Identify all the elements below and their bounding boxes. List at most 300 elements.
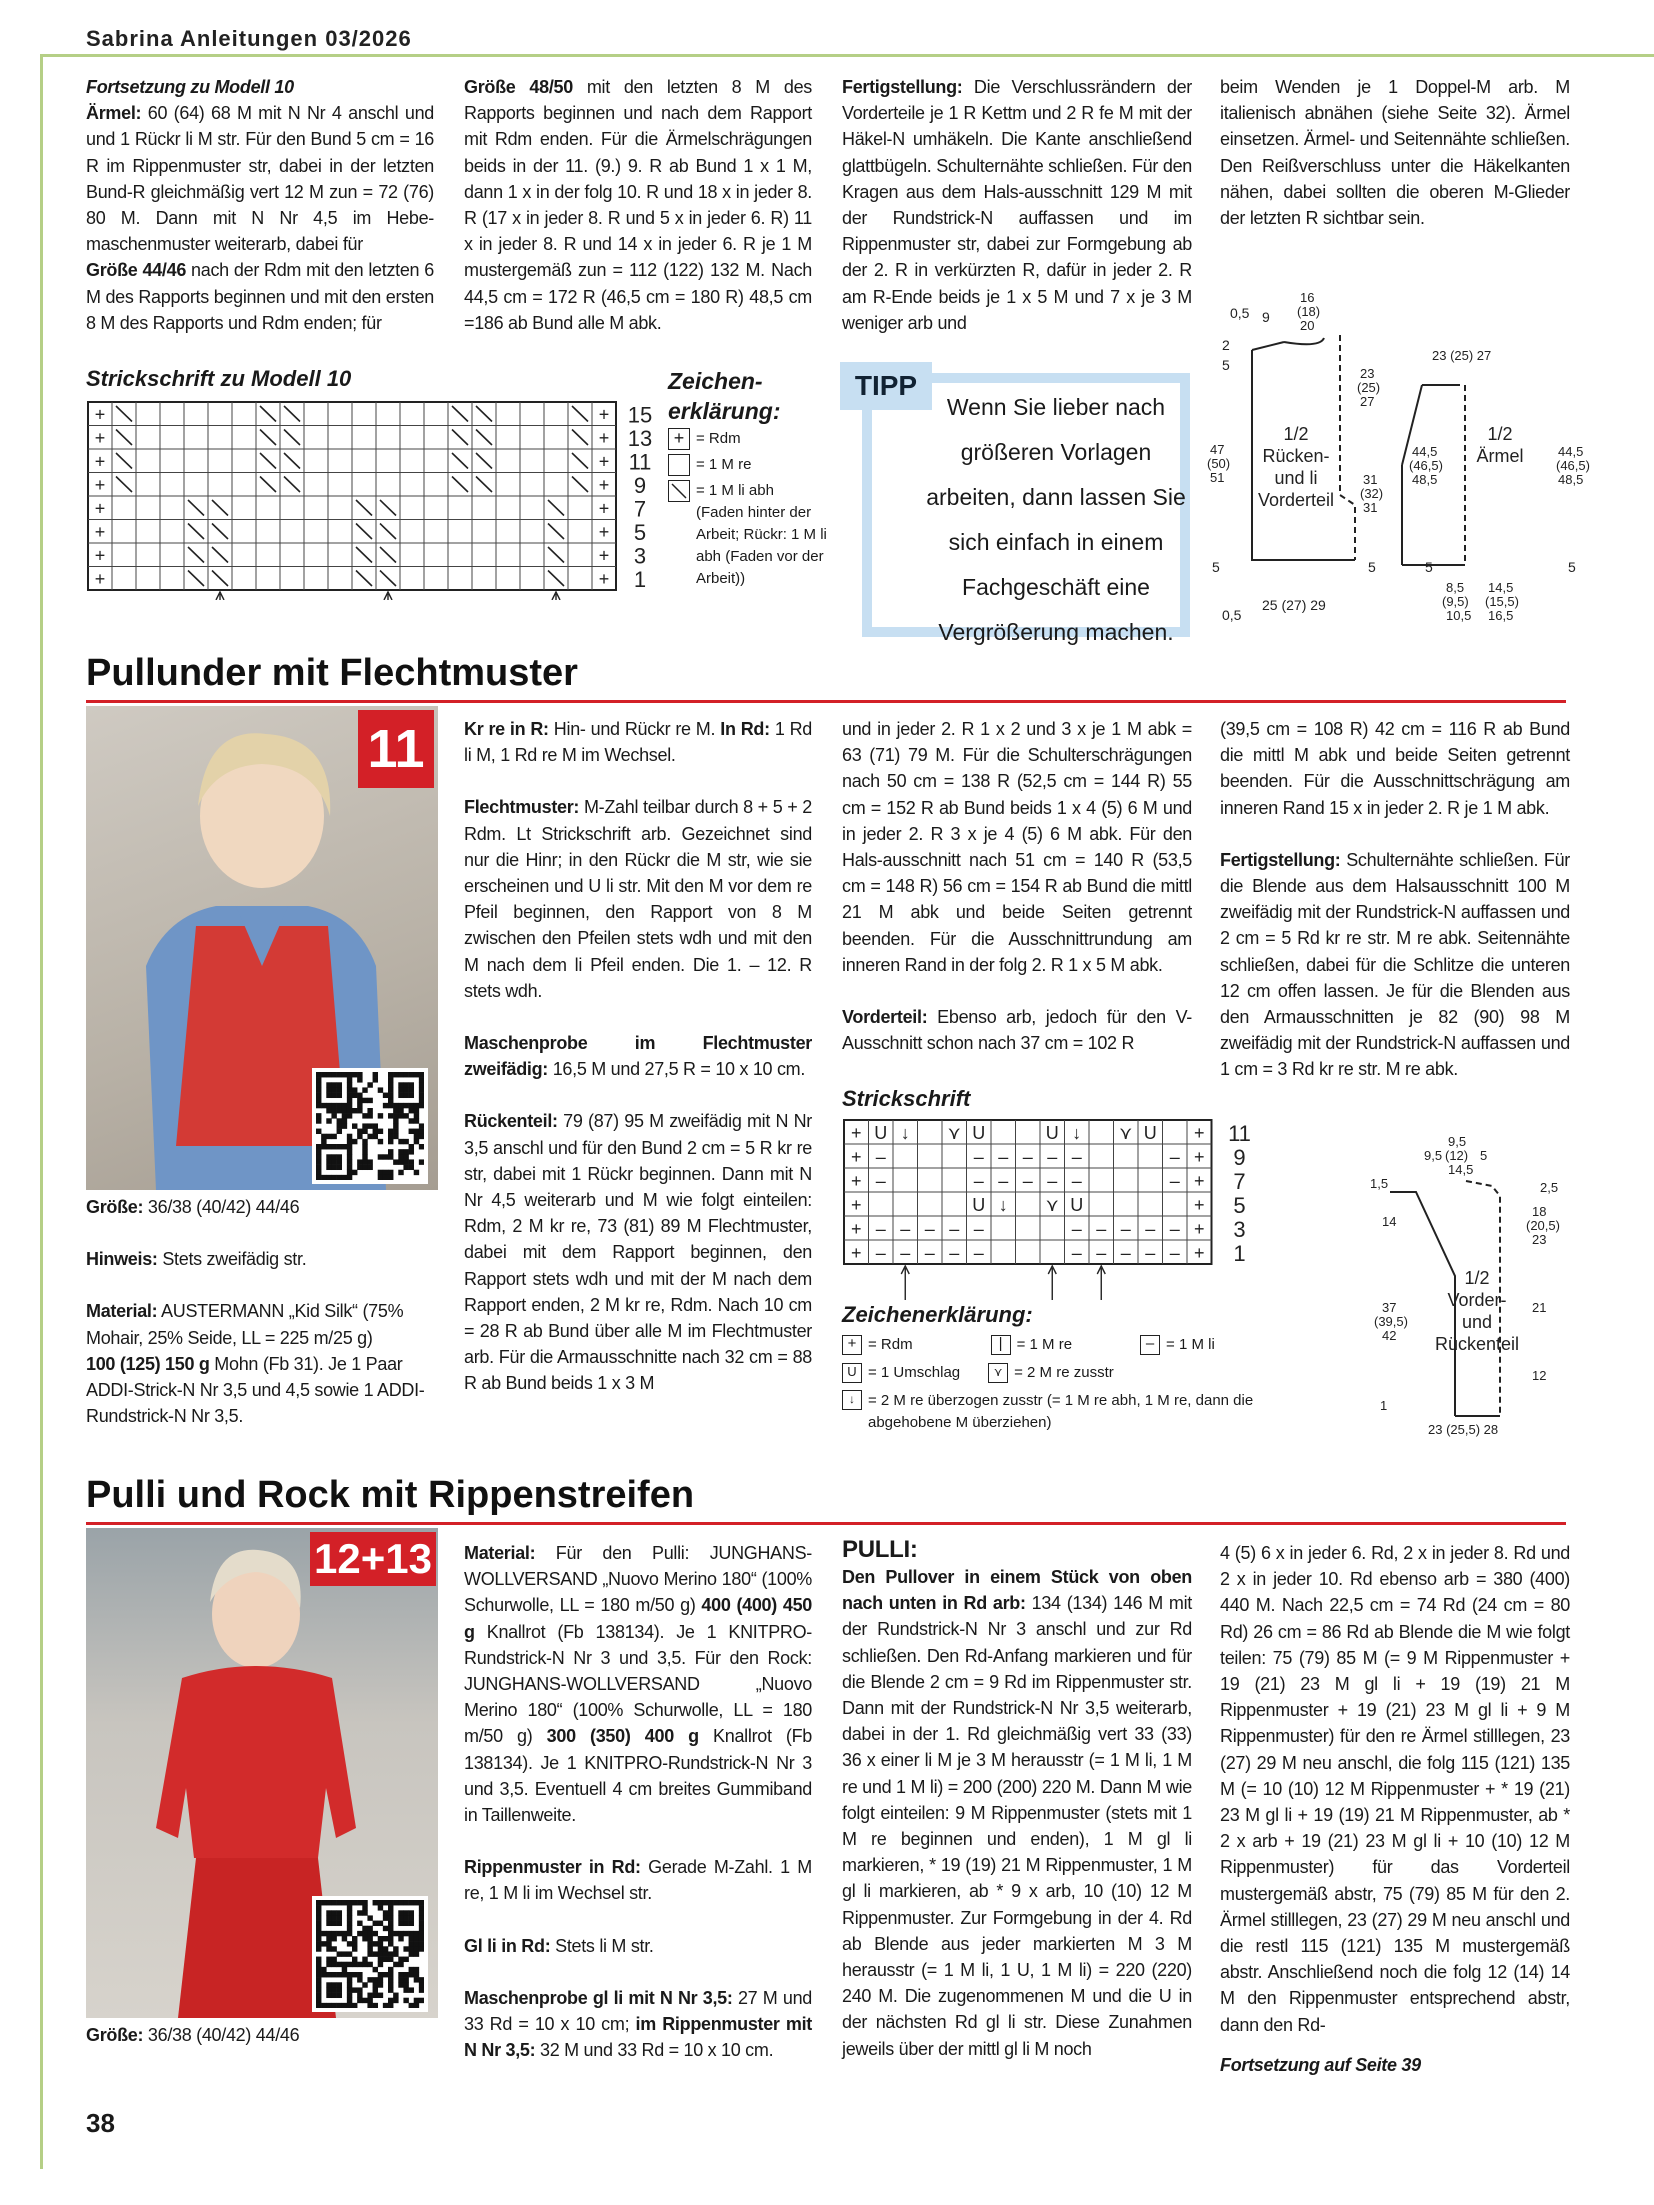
qr-module: [347, 1098, 352, 1103]
svg-text:9,5: 9,5: [1424, 1148, 1443, 1163]
qr-module: [378, 1900, 383, 1905]
qr-module: [388, 1905, 393, 1910]
qr-module: [414, 1170, 419, 1175]
qr-module: [316, 1941, 321, 1946]
svg-text:23: 23: [1532, 1232, 1547, 1247]
qr-module: [393, 1931, 398, 1936]
stitch-cell: –: [875, 1147, 886, 1167]
qr-module: [414, 1139, 419, 1144]
stitch-cell: –: [1120, 1219, 1131, 1239]
qr-module: [362, 1936, 367, 1941]
qr-module: [326, 1993, 331, 1998]
qr-module: [316, 1149, 321, 1154]
qr-module: [378, 1905, 383, 1910]
qr-module: [409, 1149, 414, 1154]
qr-module: [316, 1921, 321, 1926]
dim-label: 8,5: [1446, 580, 1465, 595]
qr-module: [342, 1123, 347, 1128]
stitch-cell: –: [973, 1171, 984, 1191]
qr-module: [383, 1951, 388, 1956]
qr-module: [316, 1915, 321, 1920]
qr-module: [383, 1170, 388, 1175]
continued-link[interactable]: Fortsetzung auf Seite 39: [1220, 2054, 1421, 2075]
qr-module: [393, 1118, 398, 1123]
row-number: 15: [627, 402, 653, 428]
paragraph: Vorderteil: Ebenso arb, jedoch für den V-Ausschnitt schon nach 37 cm = 102 R: [842, 1007, 1192, 1054]
qr-module: [393, 1108, 398, 1113]
legend-title-11: Zeichenerklärung:: [842, 1302, 1033, 1327]
qr-module: [316, 1977, 321, 1982]
slash-cell: [284, 477, 300, 493]
stitch-cell: ↓: [900, 1123, 910, 1143]
qr-module: [378, 1113, 383, 1118]
qr-module: [398, 1957, 403, 1962]
qr-module: [378, 1129, 383, 1134]
qr-module: [362, 1123, 367, 1128]
stitch-cell: –: [924, 1243, 935, 1263]
stitch-cell: ⋎: [947, 1123, 961, 1143]
tip-text: Wenn Sie lieber nach größeren Vorlagen arbeiten, dann lassen Sie sich einfach in einem Fachgeschäft eine Vergrößerung machen.: [926, 394, 1186, 645]
qr-module: [347, 1900, 352, 1905]
stitch-cell: –: [875, 1171, 886, 1191]
qr-module: [362, 1165, 367, 1170]
slash-cell: [284, 406, 300, 422]
qr-module: [362, 1087, 367, 1092]
qr-module: [316, 1082, 321, 1087]
svg-text:(39,5): (39,5): [1374, 1314, 1408, 1329]
qr-module: [414, 1977, 419, 1982]
qr-module: [331, 1072, 336, 1077]
svg-text:42: 42: [1382, 1328, 1397, 1343]
qr-module: [357, 1977, 362, 1982]
paragraph: Rückenteil: 79 (87) 95 M zweifädig mit N Nr 3,5 anschl und für den Bund 2 cm = 5 R kr re str, dabei mit 1 Rückr beginnen. Dann mit N Nr 4,5 weiterarb und M wie folgt einteilen: Rdm, 2 M kr re, 73 (81) 89 M Flechtmuster, dabei mit dem Rapport beginnen, den Rapport stets wdh und mit der M nach dem Rapport enden, 2 M kr re, Rdm. Nach 10 cm = 28 R ab Bund über alle M im Flechtmuster arb. Für die Armausschnitte nach 32 cm = 88 R ab Bund beids 1 x 3 M: [464, 1111, 812, 1394]
qr-module: [316, 1087, 321, 1092]
dim-label: 5: [1568, 559, 1576, 575]
qr-module: [393, 1962, 398, 1967]
qr-module: [352, 1972, 357, 1977]
plus-cell: +: [598, 545, 610, 566]
qr-module: [357, 1931, 362, 1936]
stitch-cell: –: [949, 1219, 960, 1239]
svg-text:37: 37: [1382, 1300, 1397, 1315]
qr-module: [414, 1072, 419, 1077]
qr-module: [393, 1951, 398, 1956]
qr-module: [398, 1159, 403, 1164]
qr-module: [419, 1098, 424, 1103]
slash-cell: [476, 477, 492, 493]
qr-module: [331, 2003, 336, 2008]
qr-module: [337, 1118, 342, 1123]
qr-module: [409, 1951, 414, 1956]
qr-module: [347, 1977, 352, 1982]
qr-module: [378, 1139, 383, 1144]
slash-cell: [356, 524, 372, 540]
dim-label: 48,5: [1558, 472, 1584, 487]
qr-module: [414, 1129, 419, 1134]
qr-module: [362, 1159, 367, 1164]
qr-module: [367, 1977, 372, 1982]
qr-module: [388, 1154, 393, 1159]
qr-module: [419, 1905, 424, 1910]
qr-module: [388, 1103, 393, 1108]
qr-module: [326, 1962, 331, 1967]
qr-module: [347, 1165, 352, 1170]
qr-module: [326, 1159, 331, 1164]
qr-module: [316, 1936, 321, 1941]
qr-module: [403, 1165, 408, 1170]
qr-module: [373, 1931, 378, 1936]
qr-module: [398, 1103, 403, 1108]
decrease-left-icon: ↓: [842, 1390, 862, 1410]
qr-module: [342, 1900, 347, 1905]
paragraph: Flechtmuster: M-Zahl teilbar durch 8 + 5 + 2 Rdm. Lt Strickschrift arb. Gezeichnet sind nur die Hinr; in den Rückr die M str, wie sie erscheinen und U li str. Mit den M vor dem re Pfeil beginnen, den Rapport von 8 M zwischen den Pfeilen stets wdh und mit den M nach dem li Pfeil enden. Die 1. – 12. R stets wdh.: [464, 797, 812, 1001]
qr-module: [326, 1946, 331, 1951]
qr-module: [409, 1159, 414, 1164]
qr-module: [357, 1900, 362, 1905]
qr-module: [342, 2003, 347, 2008]
qr-module: [316, 1967, 321, 1972]
slash-cell: [212, 524, 228, 540]
qr-module: [331, 1154, 336, 1159]
qr-module: [414, 1118, 419, 1123]
qr-module: [342, 1967, 347, 1972]
qr-module: [357, 1159, 362, 1164]
legend-10: [668, 428, 828, 590]
qr-module: [347, 1134, 352, 1139]
qr-module: [326, 1118, 331, 1123]
slash-cell: [188, 524, 204, 540]
qr-module: [337, 1982, 342, 1987]
qr-module: [398, 1977, 403, 1982]
qr-module: [337, 1159, 342, 1164]
qr-module: [393, 1159, 398, 1164]
qr-module: [419, 1087, 424, 1092]
row-number: 5: [633, 520, 647, 545]
slash-cell: [284, 453, 300, 469]
qr-module: [352, 1087, 357, 1092]
qr-module: [367, 2003, 372, 2008]
qr-module: [388, 1987, 393, 1992]
stitch-cell: ⋎: [1119, 1123, 1133, 1143]
qr-module: [316, 1962, 321, 1967]
stitch-cell: –: [1071, 1147, 1082, 1167]
qr-module: [367, 1123, 372, 1128]
qr-module: [403, 1915, 408, 1920]
slash-cell: [572, 406, 588, 422]
qr-module: [373, 1982, 378, 1987]
qr-module: [393, 1072, 398, 1077]
qr-module: [331, 1103, 336, 1108]
svg-text:Rückenteil: Rückenteil: [1434, 1334, 1520, 1354]
qr-module: [403, 1159, 408, 1164]
qr-module: [373, 1072, 378, 1077]
qr-module: [373, 1921, 378, 1926]
qr-module: [347, 1926, 352, 1931]
legend-item: ⋎ = 2 M re zusstr: [988, 1362, 1114, 1384]
qr-module: [337, 1144, 342, 1149]
paragraph: Fertigstellung: Schulternähte schließen. Für die Blende aus dem Halsausschnitt 100 M zweifädig mit der Rundstrick-N auffassen und 2 cm = 5 Rd kr re str. M re abk. Seitennähte schließen, dabei für die Schlitze die unteren 12 cm offen lassen. Je für die Blenden aus den Armausschnitten je 82 (90) 98 M zweifädig mit der Rundstrick-N auffassen und 1 cm = 3 Rd kr re str. M re abk.: [1220, 849, 1570, 1080]
stitch-cell: +: [850, 1243, 862, 1263]
qr-module: [409, 1108, 414, 1113]
qr-module: [388, 1129, 393, 1134]
qr-module: [409, 1946, 414, 1951]
qr-module: [347, 1905, 352, 1910]
qr-module: [419, 1123, 424, 1128]
slash-cell: [452, 406, 468, 422]
qr-module: [347, 1093, 352, 1098]
row-number: 1: [1233, 1241, 1246, 1266]
qr-module: [414, 1113, 419, 1118]
qr-module: [373, 1993, 378, 1998]
qr-module: [362, 1129, 367, 1134]
qr-module: [378, 1957, 383, 1962]
qr-module: [357, 1103, 362, 1108]
qr-module: [347, 1072, 352, 1077]
qr-module: [398, 1082, 403, 1087]
section-title-12: Pulli und Rock mit Rippenstreifen: [86, 1474, 695, 1516]
dim-label: 5: [1222, 357, 1230, 373]
qr-module: [337, 1910, 342, 1915]
qr-module: [362, 1926, 367, 1931]
qr-module: [337, 1072, 342, 1077]
qr-module: [326, 1093, 331, 1098]
qr-module: [388, 1926, 393, 1931]
qr-module: [367, 1113, 372, 1118]
plus-cell: +: [94, 498, 106, 519]
model11-info: Größe: 36/38 (40/42) 44/46 Hinweis: Stets zweifädig str. Material: AUSTERMANN „Kid Silk“ (75% Mohair, 25% Seide, LL = 225 m/25 g) 100 (125) 150 g Mohn (Fb 31). Je 1 Paar ADDI-Strick-N Nr 3,5 und 4,5 sowie 1 ADDI-Rundstrick-N Nr 3,5.: [86, 1197, 425, 1427]
svg-text:2,5: 2,5: [1540, 1180, 1559, 1195]
qr-module: [403, 1998, 408, 2003]
qr-module: [388, 1982, 393, 1987]
schematic-label: und li: [1274, 468, 1318, 488]
qr-module: [316, 2003, 321, 2008]
stitch-cell: –: [973, 1219, 984, 1239]
qr-module: [316, 1982, 321, 1987]
page-frame-left: [40, 54, 43, 2169]
slash-cell: [188, 500, 204, 516]
qr-module: [378, 1936, 383, 1941]
dim-label: 9: [1262, 309, 1270, 325]
qr-module: [357, 1921, 362, 1926]
qr-module: [409, 1144, 414, 1149]
qr-code-11[interactable]: [312, 1068, 428, 1184]
qr-module: [352, 1170, 357, 1175]
plus-cell: +: [94, 569, 106, 589]
qr-module: [393, 1900, 398, 1905]
qr-module: [409, 1967, 414, 1972]
stitch-cell: –: [998, 1147, 1009, 1167]
qr-module: [316, 1931, 321, 1936]
page-number: 38: [86, 2108, 115, 2138]
dim-label: 10,5: [1446, 608, 1472, 623]
qr-module: [326, 1921, 331, 1926]
qr-module: [331, 1915, 336, 1920]
qr-module: [414, 1936, 419, 1941]
qr-module: [316, 1926, 321, 1931]
qr-module: [388, 1134, 393, 1139]
qr-module: [347, 1170, 352, 1175]
slash-cell: [212, 500, 228, 516]
qr-module: [347, 1993, 352, 1998]
qr-module: [326, 1087, 331, 1092]
slash-cell: [380, 547, 396, 563]
paragraph: Rippenmuster in Rd: Gerade M-Zahl. 1 M re, 1 M li im Wechsel str.: [464, 1857, 812, 1904]
legend-11: [842, 1334, 1282, 1434]
svg-text:1/2: 1/2: [1464, 1268, 1490, 1288]
qr-module: [393, 1113, 398, 1118]
qr-module: [326, 1134, 331, 1139]
paragraph: Maschenprobe im Flechtmuster zweifädig: 16,5 M und 27,5 R = 10 x 10 cm.: [464, 1033, 812, 1080]
stitch-cell: +: [850, 1195, 862, 1215]
qr-module: [326, 1931, 331, 1936]
row-number: 11: [628, 449, 652, 475]
qr-module: [316, 1072, 321, 1077]
qr-module: [337, 1103, 342, 1108]
qr-module: [362, 1900, 367, 1905]
qr-module: [367, 1941, 372, 1946]
qr-module: [357, 1165, 362, 1170]
qr-module: [357, 1998, 362, 2003]
qr-module: [398, 1982, 403, 1987]
slash-cell: [212, 571, 228, 587]
qr-module: [378, 1972, 383, 1977]
qr-module: [347, 1139, 352, 1144]
qr-module: [403, 1957, 408, 1962]
qr-module: [383, 1946, 388, 1951]
qr-module: [373, 1977, 378, 1982]
qr-module: [419, 1946, 424, 1951]
stitch-chart-11: [842, 1118, 1262, 1308]
qr-module: [398, 1072, 403, 1077]
svg-text:(20,5): (20,5): [1526, 1218, 1560, 1233]
slash-cell: [548, 524, 564, 540]
stitch-cell: –: [1169, 1243, 1180, 1263]
qr-module: [331, 1134, 336, 1139]
model12-size: Größe: 36/38 (40/42) 44/46: [86, 2025, 300, 2045]
qr-module: [414, 1972, 419, 1977]
qr-module: [347, 1972, 352, 1977]
slash-cell: [380, 500, 396, 516]
dim-label: 16,5: [1488, 608, 1514, 623]
stitch-cell: –: [973, 1243, 984, 1263]
dash-symbol-icon: –: [1140, 1335, 1160, 1355]
qr-module: [419, 1077, 424, 1082]
qr-module: [419, 1977, 424, 1982]
qr-code-12[interactable]: [312, 1896, 428, 2012]
qr-module: [409, 1921, 414, 1926]
legend-item: U = 1 Umschlag: [842, 1362, 960, 1384]
qr-module: [357, 1910, 362, 1915]
qr-module: [352, 1941, 357, 1946]
qr-module: [393, 1129, 398, 1134]
qr-module: [357, 1072, 362, 1077]
empty-square-icon: [668, 454, 690, 476]
stitch-cell: +: [1193, 1243, 1205, 1263]
qr-module: [409, 1103, 414, 1108]
qr-module: [357, 1129, 362, 1134]
qr-module: [367, 1159, 372, 1164]
stitch-cell: –: [949, 1243, 960, 1263]
qr-module: [419, 1931, 424, 1936]
qr-module: [362, 1144, 367, 1149]
qr-module: [321, 1967, 326, 1972]
qr-module: [316, 1098, 321, 1103]
stitch-cell: –: [1047, 1147, 1058, 1167]
qr-module: [331, 1910, 336, 1915]
paragraph: und in jeder 2. R 1 x 2 und 3 x je 1 M abk = 63 (71) 79 M. Für die Schulterschrägungen nach 50 cm = 138 R (52,5 cm = 144 R) 55 cm = 152 R ab Bund beids 1 x 4 (5) 6 M und in jeder 2. R 3 x je 4 (5) 6 M abk. Für den Hals-ausschnitt nach 51 cm = 140 R (53,5 cm = 148 R) 56 cm = 154 R ab Bund die mittl 21 M abk und beide Seiten getrennt beenden. Für die Ausschnittrundung am inneren Rand in der folg 2. R 1 x 5 M abk.: [842, 719, 1192, 975]
qr-module: [403, 1139, 408, 1144]
qr-module: [383, 1093, 388, 1098]
legend-item: + = Rdm: [668, 428, 828, 450]
plus-cell: +: [598, 404, 610, 425]
qr-module: [352, 1072, 357, 1077]
qr-module: [337, 2003, 342, 2008]
svg-text:1,5: 1,5: [1370, 1176, 1389, 1191]
stitch-cell: –: [924, 1219, 935, 1239]
stitch-cell: –: [1096, 1243, 1107, 1263]
qr-module: [403, 1082, 408, 1087]
paragraph: Maschenprobe gl li mit N Nr 3,5: 27 M und 33 Rd = 10 x 10 cm; im Rippenmuster mit N Nr 3,5: 32 M und 33 Rd = 10 x 10 cm.: [464, 1987, 813, 2061]
qr-module: [367, 1098, 372, 1103]
qr-module: [388, 1915, 393, 1920]
qr-module: [393, 1946, 398, 1951]
qr-module: [373, 1941, 378, 1946]
qr-module: [409, 1900, 414, 1905]
legend-item: | = 1 M re: [991, 1334, 1072, 1356]
qr-module: [316, 1170, 321, 1175]
stitch-cell: –: [1145, 1219, 1156, 1239]
qr-module: [326, 1972, 331, 1977]
pulli-heading: PULLI:: [842, 1536, 918, 1563]
slash-cell: [260, 430, 276, 446]
qr-module: [321, 1103, 326, 1108]
qr-module: [373, 1900, 378, 1905]
schematic-label: 1/2: [1487, 424, 1513, 444]
qr-module: [378, 1962, 383, 1967]
qr-module: [347, 1144, 352, 1149]
qr-module: [378, 1951, 383, 1956]
paragraph: Größe 44/46 nach der Rdm mit den letzten 6 M des Rapports beginnen und mit den ersten 8 M des Rapports und Rdm enden; für: [86, 260, 434, 333]
qr-module: [409, 2003, 414, 2008]
qr-module: [347, 1159, 352, 1164]
paragraph: Material: Für den Pulli: JUNGHANS-WOLLVERSAND „Nuovo Merino 180“ (100% Schurwolle, LL = 180 m/50 g) 400 (400) 450 g Knallrot (Fb 138134). Je 1 KNITPRO-Rundstrick-N Nr 3 und 3,5. Für den Rock: JUNGHANS-WOLLVERSAND „Nuovo Merino 180“ (100% Schurwolle, LL = 180 m/50 g) 300 (350) 400 g Knallrot (Fb 138134). Je 1 KNITPRO-Rundstrick-N Nr 3 und 3,5. Eventuell 4 cm breites Gummiband in Taillenweite.: [464, 1543, 813, 1826]
qr-module: [321, 1072, 326, 1077]
qr-module: [367, 1165, 372, 1170]
qr-module: [388, 1972, 393, 1977]
svg-text:14,5: 14,5: [1448, 1162, 1474, 1177]
qr-module: [414, 1134, 419, 1139]
slash-cell: [356, 547, 372, 563]
qr-module: [388, 1951, 393, 1956]
qr-module: [398, 1931, 403, 1936]
qr-module: [398, 1087, 403, 1092]
slash-cell: [452, 430, 468, 446]
slash-cell: [380, 524, 396, 540]
dim-label: (9,5): [1442, 594, 1469, 609]
qr-module: [352, 1108, 357, 1113]
qr-module: [357, 1093, 362, 1098]
model10-col4: beim Wenden je 1 Doppel-M arb. M italienisch abnähen (siehe Seite 32). Ärmel einsetzen. Ärmel- und Seitennähte schließen. Den Reißverschluss unter die Häkelkanten nähen, dabei sollten die oberen M-Glieder der letzten R sichtbar sein.: [1220, 77, 1571, 229]
row-number: 5: [1233, 1193, 1246, 1218]
qr-module: [352, 1946, 357, 1951]
stitch-chart-10: [86, 400, 666, 600]
qr-module: [398, 1093, 403, 1098]
legend-item: ↓ = 2 M re überzogen zusstr (= 1 M re abh, 1 M re, dann die abgehobene M überziehen): [842, 1390, 1282, 1434]
stitch-cell: –: [1071, 1219, 1082, 1239]
stitch-cell: +: [850, 1147, 862, 1167]
qr-module: [331, 1931, 336, 1936]
qr-module: [316, 1113, 321, 1118]
